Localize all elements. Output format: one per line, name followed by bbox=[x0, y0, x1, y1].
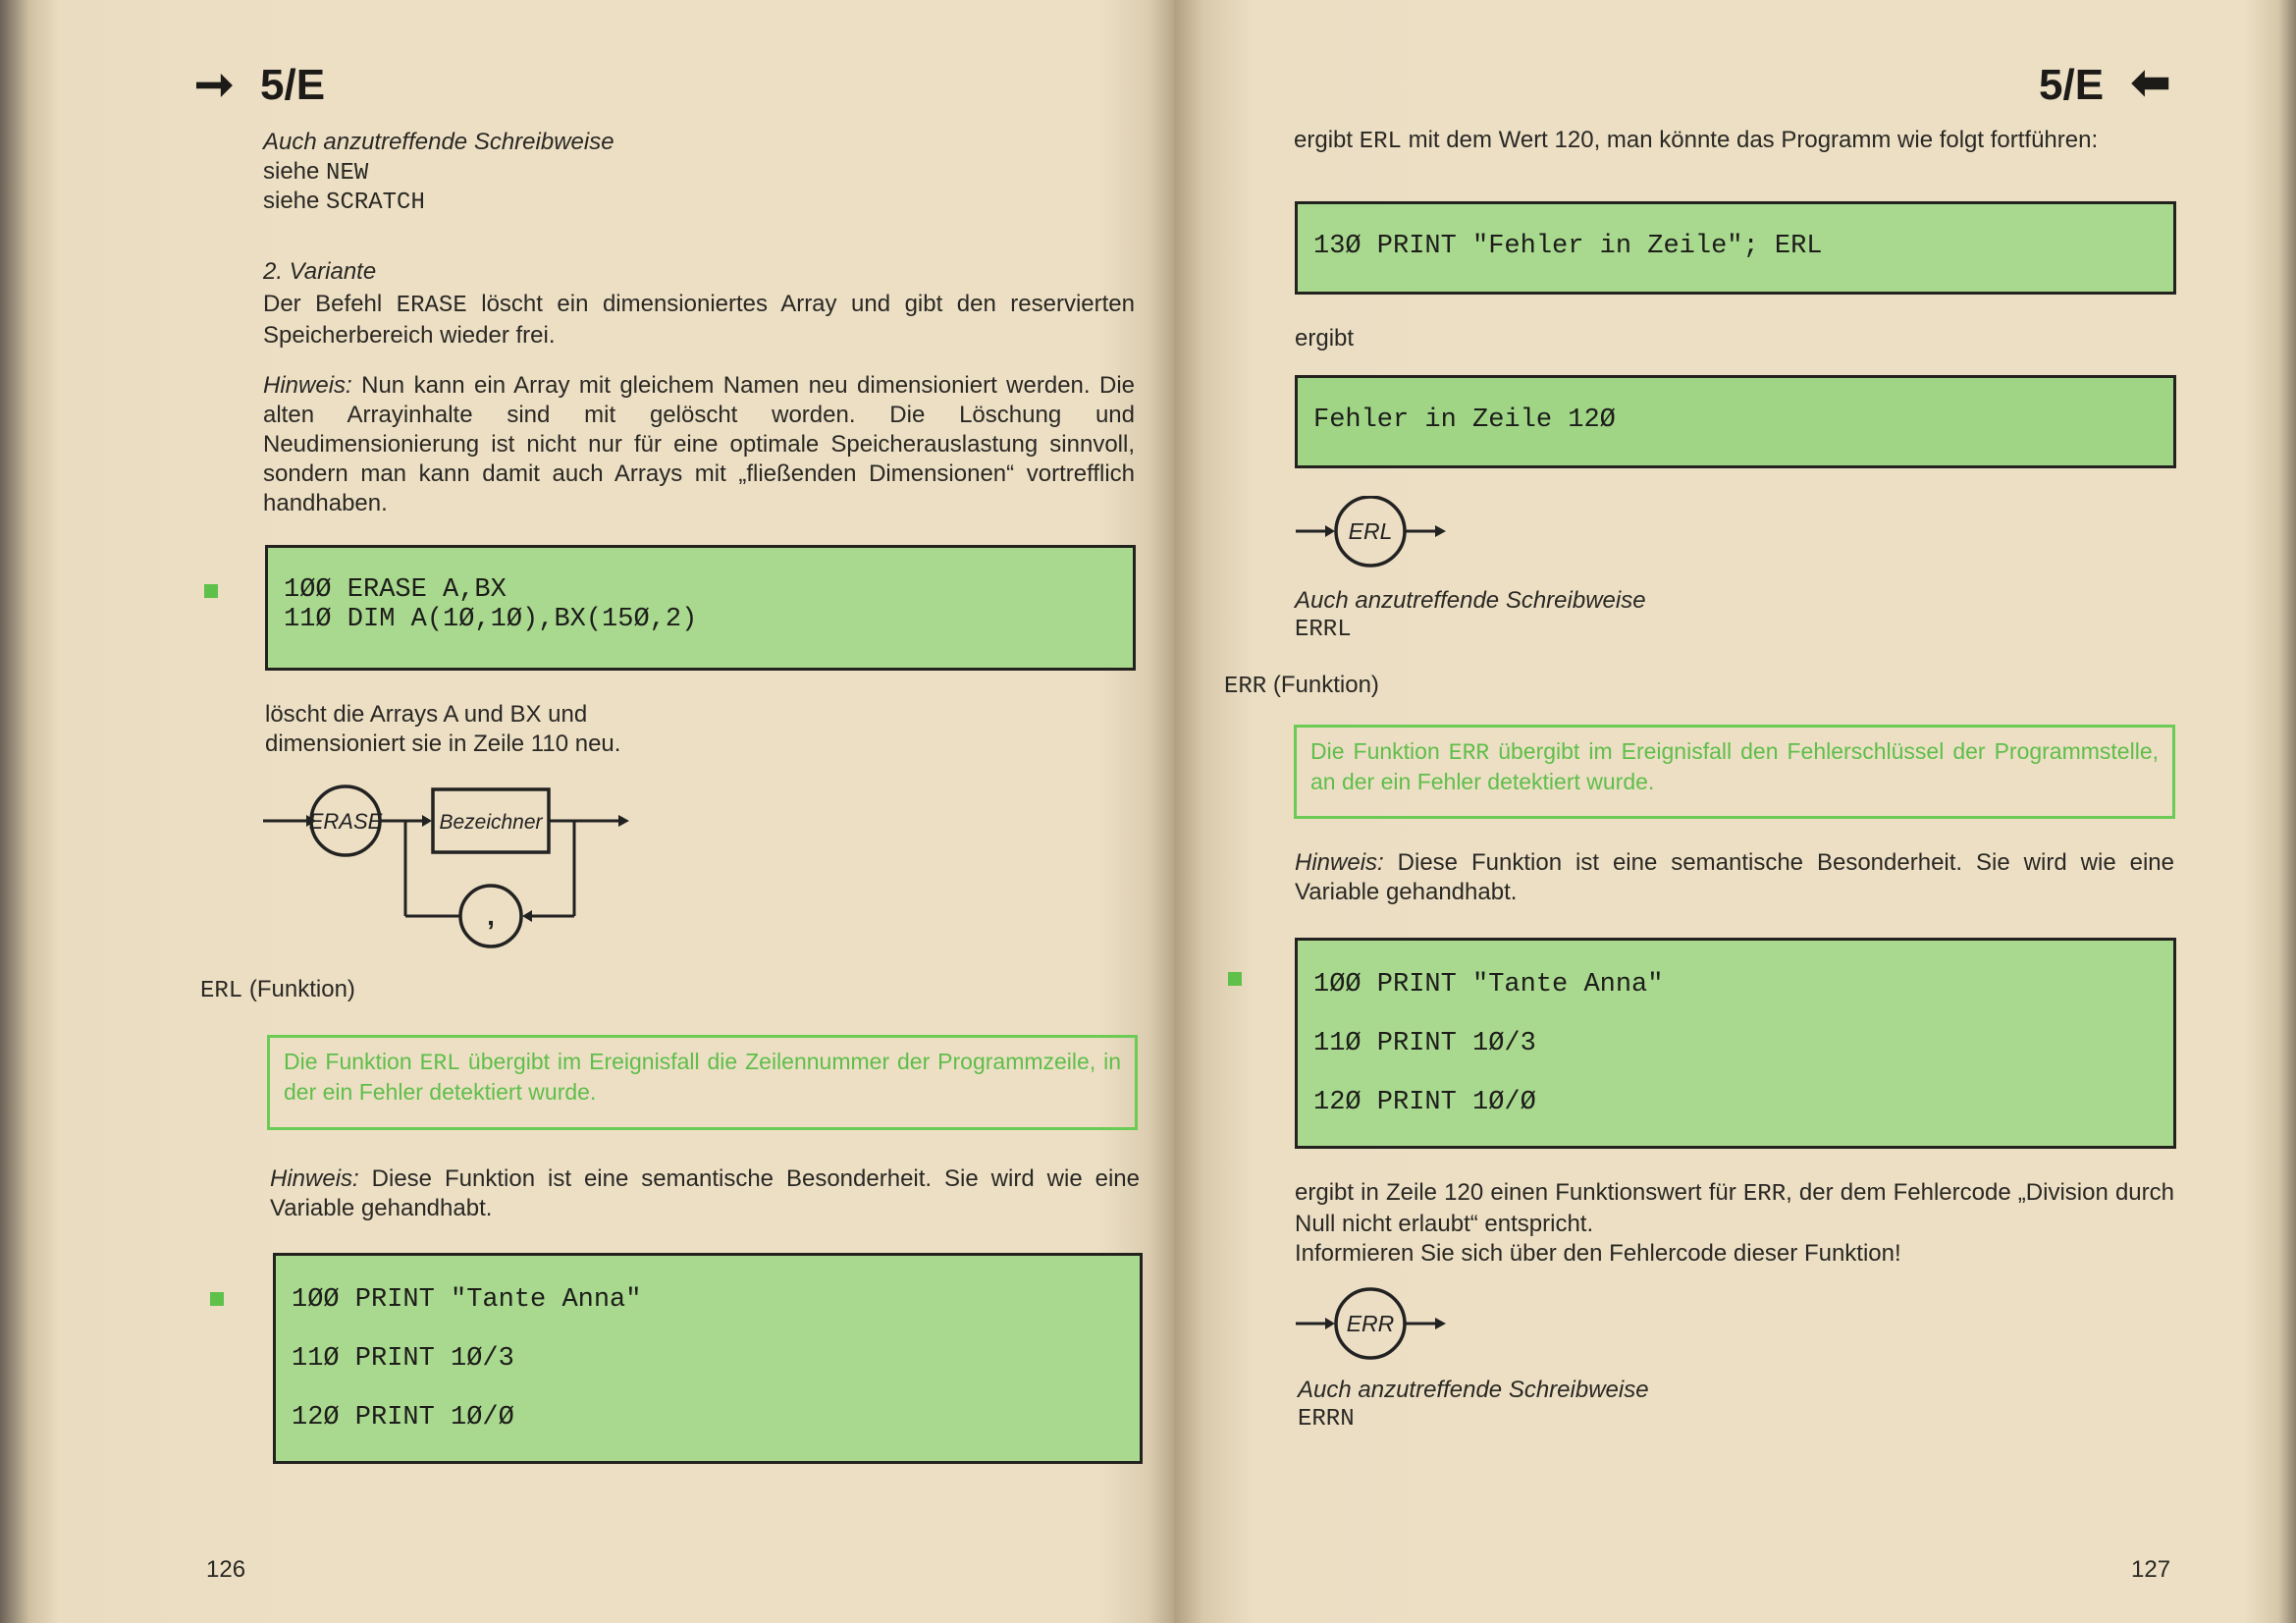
code-line: 13Ø PRINT "Fehler in Zeile"; ERL bbox=[1313, 232, 1823, 261]
see-new bbox=[263, 157, 368, 189]
see-scratch bbox=[263, 187, 425, 218]
code-block-err bbox=[1295, 938, 2176, 1149]
erl-heading bbox=[200, 975, 355, 1006]
diagram-keyword: ERASE bbox=[308, 809, 383, 834]
spellings-heading: Auch anzutreffende Schreibweise bbox=[1295, 587, 1646, 614]
code-line: 1ØØ PRINT "Tante Anna" bbox=[292, 1285, 642, 1315]
code-line: 1ØØ PRINT "Tante Anna" bbox=[1313, 970, 1664, 1000]
ergibt-label: ergibt bbox=[1295, 325, 1355, 352]
diagram-keyword: ERR bbox=[1346, 1311, 1395, 1336]
code-line: 11Ø PRINT 1Ø/3 bbox=[1313, 1029, 1536, 1058]
keyword-err: ERR bbox=[1448, 740, 1490, 766]
keyword-err: ERR bbox=[1742, 1181, 1787, 1208]
err-definition-box bbox=[1294, 725, 2175, 819]
example-bullet bbox=[204, 584, 218, 598]
example-bullet bbox=[1228, 972, 1242, 986]
right-page bbox=[1174, 0, 2296, 1623]
def-text: Die Funktion bbox=[284, 1049, 412, 1074]
hint-err bbox=[1295, 848, 2174, 907]
hint-erl bbox=[270, 1164, 1140, 1223]
keyword-erl: ERL bbox=[200, 978, 243, 1004]
code-block-erase bbox=[265, 545, 1136, 671]
left-arrow-icon: ⬅ bbox=[2131, 57, 2171, 109]
keyword-erl: ERL bbox=[1359, 129, 1402, 155]
keyword-erase: ERASE bbox=[396, 293, 467, 319]
code-line: 12Ø PRINT 1Ø/Ø bbox=[1313, 1088, 1536, 1117]
err-result-text bbox=[1295, 1178, 2174, 1269]
err-syntax-diagram bbox=[1292, 1286, 1488, 1375]
page-number: 127 bbox=[2131, 1556, 2171, 1583]
hint-label: Hinweis: bbox=[263, 372, 352, 399]
erl-definition-box bbox=[267, 1035, 1138, 1130]
hint-text: Diese Funktion ist eine semantische Besonderheit. Sie wird wie eine Variable gehandhabt. bbox=[1295, 849, 2174, 905]
keyword-scratch: SCRATCH bbox=[326, 189, 425, 216]
right-arrow-icon: ➞ bbox=[194, 59, 235, 111]
result-text: mit dem Wert 120, man könnte das Programm wie folgt fortführen: bbox=[1408, 127, 2099, 153]
output-line: Fehler in Zeile 12Ø bbox=[1313, 406, 1616, 435]
def-text: übergibt im Ereignisfall den Fehlerschlüssel der Programmstelle, an der ein Fehler detektiert wurde. bbox=[1310, 738, 2160, 794]
diagram-keyword: ERL bbox=[1348, 518, 1393, 544]
code-line: 11Ø DIM A(1Ø,1Ø),BX(15Ø,2) bbox=[284, 605, 698, 634]
hint-text: Diese Funktion ist eine semantische Besonderheit. Sie wird wie eine Variable gehandhabt. bbox=[270, 1165, 1140, 1221]
hint-text: Nun kann ein Array mit gleichem Namen neu dimensioniert werden. Die alten Arrayinhalte sind mit gelöscht worden. Die Löschung und Neudimensionierung ist nicht nur für eine optimale Speicherauslastung sinnvoll, sondern man kann damit auch Arrays mit „fließenden Dimensionen“ vortrefflich handhaben. bbox=[263, 372, 1135, 516]
keyword-err: ERR bbox=[1224, 674, 1267, 700]
hint-erase bbox=[263, 371, 1135, 518]
keyword-new: NEW bbox=[326, 160, 369, 187]
erl-result-text bbox=[1294, 126, 2173, 157]
function-kind: (Funktion) bbox=[1272, 672, 1379, 698]
err-heading bbox=[1224, 671, 1379, 702]
erl-syntax-diagram bbox=[1292, 496, 1488, 584]
output-block bbox=[1295, 375, 2176, 468]
spelling-errl: ERRL bbox=[1295, 617, 1352, 643]
spellings-heading: Auch anzutreffende Schreibweise bbox=[263, 129, 614, 155]
chapter-label: 5/E bbox=[2039, 61, 2105, 109]
spelling-errn: ERRN bbox=[1298, 1406, 1355, 1433]
erase-description bbox=[263, 290, 1135, 351]
hint-label: Hinweis: bbox=[1295, 849, 1384, 876]
spellings-heading: Auch anzutreffende Schreibweise bbox=[1298, 1377, 1649, 1403]
def-text: übergibt im Ereignisfall die Zeilennummer der Programmzeile, in der ein Fehler detektiert wurde. bbox=[284, 1049, 1122, 1105]
see-label: siehe bbox=[263, 188, 320, 214]
function-kind: (Funktion) bbox=[248, 976, 355, 1002]
erase-result: löscht die Arrays A und BX und dimensioniert sie in Zeile 110 neu. bbox=[265, 701, 621, 757]
hint-label: Hinweis: bbox=[270, 1165, 359, 1192]
code-line: 1ØØ ERASE A,BX bbox=[284, 575, 507, 605]
result-text: Informieren Sie sich über den Fehlercode dieser Funktion! bbox=[1295, 1240, 1901, 1267]
def-text: Die Funktion bbox=[1310, 738, 1440, 764]
code-block-erl bbox=[273, 1253, 1143, 1464]
code-line: 11Ø PRINT 1Ø/3 bbox=[292, 1344, 514, 1374]
erase-syntax-diagram bbox=[255, 776, 638, 962]
see-label: siehe bbox=[263, 158, 320, 185]
result-text: , der dem Fehlercode „Division durch Null nicht erlaubt“ entspricht. bbox=[1295, 1179, 2174, 1237]
diagram-box-label: Bezeichner bbox=[439, 811, 543, 834]
example-bullet bbox=[210, 1292, 224, 1306]
code-block-continue bbox=[1295, 201, 2176, 295]
erase-desc-text: Der Befehl bbox=[263, 291, 383, 317]
variant-heading: 2. Variante bbox=[263, 258, 377, 285]
chapter-label: 5/E bbox=[260, 61, 326, 109]
keyword-erl: ERL bbox=[419, 1051, 460, 1076]
result-text: ergibt bbox=[1294, 127, 1354, 153]
erase-desc-text: löscht ein dimensioniertes Array und gibt den reservierten Speicherbereich wieder frei. bbox=[263, 291, 1136, 349]
page-number: 126 bbox=[206, 1556, 246, 1583]
diagram-loop-label: , bbox=[487, 900, 495, 931]
result-text: ergibt in Zeile 120 einen Funktionswert für bbox=[1295, 1179, 1736, 1206]
code-line: 12Ø PRINT 1Ø/Ø bbox=[292, 1403, 514, 1433]
